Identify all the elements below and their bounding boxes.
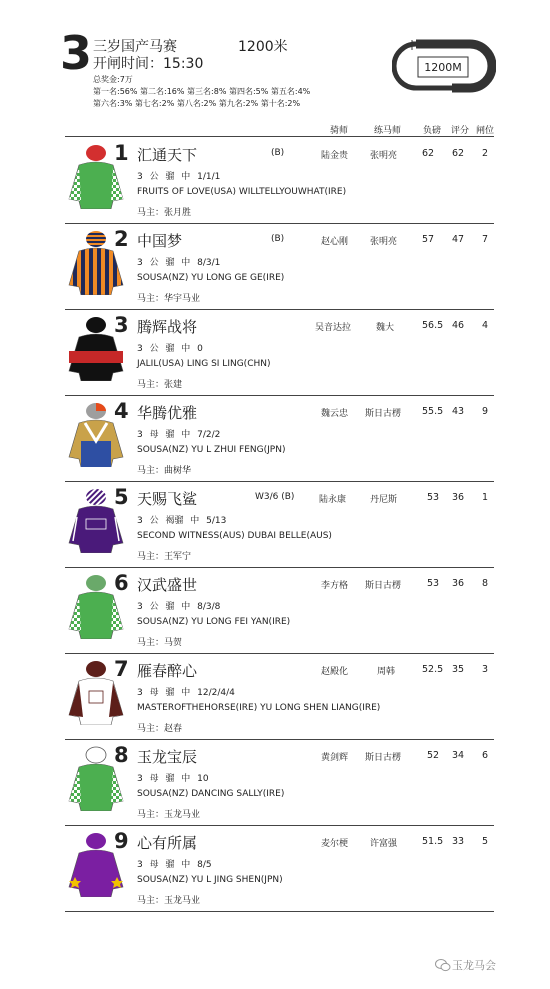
draw: 9 [482, 406, 489, 417]
pedigree: MASTEROFTHEHORSE(IRE) YU LONG SHEN LIANG(IRE) [137, 703, 381, 713]
runner-number: 9 [114, 829, 129, 853]
horse-name: 雁春醉心 [137, 662, 198, 680]
col-rating: 评分 [451, 126, 470, 136]
weight: 55.5 [422, 406, 444, 417]
jockey-name: 魏云忠 [321, 409, 349, 419]
race-distance: 1200米 [238, 39, 288, 55]
horse-info: 3 母 骝 中 12/2/4/4 [137, 688, 235, 698]
horse-name: 中国梦 [137, 232, 183, 250]
equipment: (B) [271, 148, 285, 158]
rating: 33 [452, 836, 465, 847]
pedigree: SOUSA(NZ) YU L JING SHEN(JPN) [137, 875, 283, 885]
owner: 马主：玉龙马业 [137, 896, 201, 906]
weight: 53 [427, 578, 440, 589]
runner-number: 4 [114, 399, 129, 423]
trainer-name: 张明亮 [370, 151, 398, 161]
owner: 马主：曲树华 [137, 466, 192, 476]
jockey-name: 李方格 [321, 581, 349, 591]
draw: 2 [482, 148, 489, 159]
draw: 8 [482, 578, 489, 589]
pedigree: SECOND WITNESS(AUS) DUBAI BELLE(AUS) [137, 531, 332, 541]
draw: 7 [482, 234, 489, 245]
weight: 53 [427, 492, 440, 503]
pedigree: SOUSA(NZ) YU LONG GE GE(IRE) [137, 273, 285, 283]
owner: 马主：玉龙马业 [137, 810, 201, 820]
rating: 62 [452, 148, 465, 159]
draw: 6 [482, 750, 489, 761]
runner-number: 1 [114, 141, 129, 165]
pedigree: FRUITS OF LOVE(USA) WILLTELLYOUWHAT(IRE) [137, 187, 347, 197]
track-label: 1200M [424, 61, 462, 74]
runner-entry-4[interactable] [65, 395, 494, 482]
runner-entry-6[interactable] [65, 567, 494, 654]
start-time: 开闸时间：15:30 [93, 56, 204, 72]
horse-info: 3 公 褐骝 中 5/13 [137, 516, 227, 526]
weight: 52 [427, 750, 440, 761]
horse-info: 3 母 骝 中 7/2/2 [137, 430, 221, 440]
total-purse: 总奖金:7万 [93, 75, 133, 84]
jockey-name: 吴音达拉 [315, 323, 352, 333]
jockey-name: 赵心刚 [321, 237, 349, 247]
col-trainer: 练马师 [374, 126, 402, 136]
runner-number: 5 [114, 485, 129, 509]
runner-number: 6 [114, 571, 129, 595]
prize-split-row-1: 第一名:56% 第二名:16% 第三名:8% 第四名:5% 第五名:4% [93, 87, 311, 96]
draw: 1 [482, 492, 489, 503]
wechat-icon [435, 957, 451, 976]
owner: 马主：张月胜 [137, 208, 192, 218]
horse-info: 3 公 骝 中 8/3/8 [137, 602, 221, 612]
weight: 51.5 [422, 836, 444, 847]
weight: 62 [422, 148, 435, 159]
jockey-name: 黄剑辉 [321, 753, 349, 763]
runner-number: 7 [114, 657, 129, 681]
owner: 马主：华宇马业 [137, 294, 201, 304]
owner: 马主：马贺 [137, 638, 183, 648]
equipment: W3/6 (B) [255, 492, 295, 502]
rating: 34 [452, 750, 465, 761]
horse-name: 玉龙宝辰 [137, 748, 198, 766]
horse-info: 3 母 骝 中 8/5 [137, 860, 212, 870]
rating: 46 [452, 320, 465, 331]
jockey-name: 陆金贵 [321, 151, 349, 161]
col-weight: 负磅 [423, 126, 442, 136]
runner-entry-3[interactable] [65, 309, 494, 396]
horse-info: 3 母 骝 中 10 [137, 774, 209, 784]
jockey-name: 赵殿化 [321, 667, 349, 677]
race-title: 三岁国产马赛 [93, 39, 177, 55]
trainer-name: 周韩 [377, 667, 396, 677]
trainer-name: 丹尼斯 [370, 495, 398, 505]
prize-split-row-2: 第六名:3% 第七名:2% 第八名:2% 第九名:2% 第十名:2% [93, 99, 301, 108]
horse-name: 汇通天下 [137, 146, 198, 164]
owner: 马主：王军宁 [137, 552, 192, 562]
horse-info: 3 公 骝 中 1/1/1 [137, 172, 221, 182]
runner-entry-8[interactable] [65, 739, 494, 826]
horse-name: 心有所属 [137, 834, 198, 852]
col-draw: 闸位 [476, 126, 495, 136]
runner-number: 2 [114, 227, 129, 251]
runner-entry-5[interactable] [65, 481, 494, 568]
runner-entry-2[interactable] [65, 223, 494, 310]
rating: 36 [452, 578, 465, 589]
rating: 36 [452, 492, 465, 503]
trainer-name: 魏大 [376, 323, 395, 333]
runner-entry-1[interactable] [65, 137, 494, 224]
horse-name: 汉武盛世 [137, 576, 198, 594]
draw: 3 [482, 664, 489, 675]
horse-info: 3 公 骝 中 0 [137, 344, 203, 354]
rating: 35 [452, 664, 465, 675]
runner-entry-9[interactable] [65, 825, 494, 912]
col-jockey: 骑师 [330, 126, 349, 136]
horse-name: 华腾优雅 [137, 404, 198, 422]
pedigree: SOUSA(NZ) DANCING SALLY(IRE) [137, 789, 285, 799]
race-number: 3 [60, 26, 93, 80]
trainer-name: 斯日古楞 [365, 581, 402, 591]
jockey-name: 陆永康 [319, 495, 347, 505]
pedigree: SOUSA(NZ) YU L ZHUI FENG(JPN) [137, 445, 286, 455]
jockey-name: 麦尔梗 [321, 839, 349, 849]
rating: 47 [452, 234, 465, 245]
track-diagram [392, 38, 496, 98]
weight: 57 [422, 234, 435, 245]
owner: 马主：张建 [137, 380, 183, 390]
watermark-text: 玉龙马会 [452, 959, 496, 972]
draw: 4 [482, 320, 489, 331]
runner-number: 8 [114, 743, 129, 767]
draw: 5 [482, 836, 489, 847]
horse-info: 3 公 骝 中 8/3/1 [137, 258, 221, 268]
trainer-name: 许富强 [370, 839, 398, 849]
weight: 52.5 [422, 664, 444, 675]
horse-name: 天赐飞鲨 [137, 490, 198, 508]
trainer-name: 斯日古楞 [365, 409, 402, 419]
rating: 43 [452, 406, 465, 417]
equipment: (B) [271, 234, 285, 244]
runner-entry-7[interactable] [65, 653, 494, 740]
pedigree: JALIL(USA) LING SI LING(CHN) [137, 359, 271, 369]
owner: 马主：赵春 [137, 724, 183, 734]
weight: 56.5 [422, 320, 444, 331]
horse-name: 腾辉战将 [137, 318, 198, 336]
pedigree: SOUSA(NZ) YU LONG FEI YAN(IRE) [137, 617, 291, 627]
runner-number: 3 [114, 313, 129, 337]
trainer-name: 张明亮 [370, 237, 398, 247]
trainer-name: 斯日古楞 [365, 753, 402, 763]
